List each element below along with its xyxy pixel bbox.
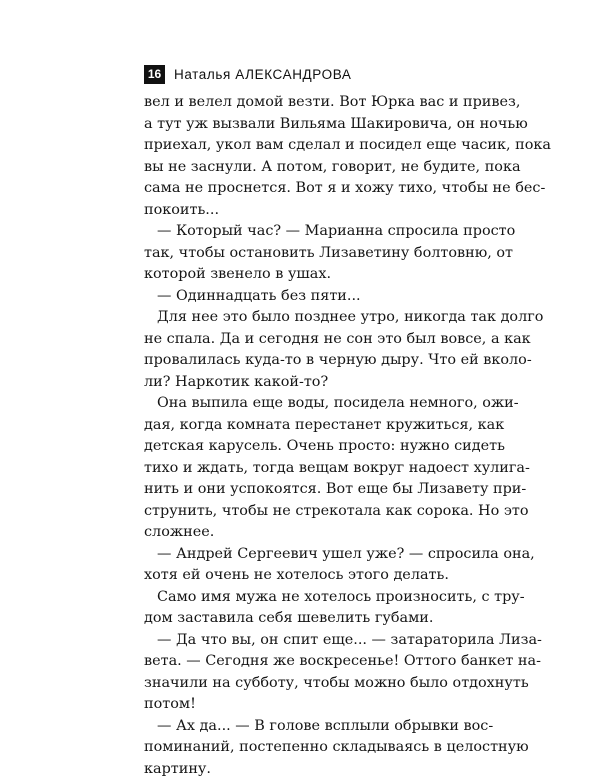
text-line: струнить, чтобы не стрекотала как сорока. Но это bbox=[144, 501, 489, 523]
text-line: нить и они успокоятся. Вот еще бы Лизавету при- bbox=[144, 479, 489, 501]
text-line: — Одиннадцать без пяти... bbox=[144, 286, 489, 308]
running-head-author: Наталья АЛЕКСАНДРОВА bbox=[174, 67, 351, 82]
text-line: значили на субботу, чтобы можно было отдохнуть bbox=[144, 673, 489, 695]
body-text bbox=[144, 92, 489, 780]
text-line: Для нее это было позднее утро, никогда так долго bbox=[144, 307, 489, 329]
text-line: приехал, укол вам сделал и посидел еще часик, пока bbox=[144, 135, 489, 157]
text-line: детская карусель. Очень просто: нужно сидеть bbox=[144, 436, 489, 458]
text-line: — Да что вы, он спит еще... — затараторила Лиза- bbox=[144, 630, 489, 652]
text-line: Само имя мужа не хотелось произносить, с тру- bbox=[144, 587, 489, 609]
text-line: дая, когда комната перестанет кружиться, как bbox=[144, 415, 489, 437]
text-line: вы не заснули. А потом, говорит, не будите, пока bbox=[144, 157, 489, 179]
text-line: Она выпила еще воды, посидела немного, ожи- bbox=[144, 393, 489, 415]
text-line: — Андрей Сергеевич ушел уже? — спросила она, bbox=[144, 544, 489, 566]
text-line: вета. — Сегодня же воскресенье! Оттого банкет на- bbox=[144, 651, 489, 673]
page-number: 16 bbox=[144, 65, 165, 84]
text-line: тихо и ждать, тогда вещам вокруг надоест хулига- bbox=[144, 458, 489, 480]
text-line: сама не проснется. Вот я и хожу тихо, чтобы не бес- bbox=[144, 178, 489, 200]
text-line: покоить... bbox=[144, 200, 489, 222]
text-line: которой звенело в ушах. bbox=[144, 264, 489, 286]
text-line: не спала. Да и сегодня не сон это был вовсе, а как bbox=[144, 329, 489, 351]
text-line: картину. bbox=[144, 759, 489, 780]
text-line: — Ах да... — В голове всплыли обрывки вос- bbox=[144, 716, 489, 738]
text-line: поминаний, постепенно складываясь в целостную bbox=[144, 737, 489, 759]
text-line: так, чтобы остановить Лизаветину болтовню, от bbox=[144, 243, 489, 265]
text-line: дом заставила себя шевелить губами. bbox=[144, 608, 489, 630]
text-line: ли? Наркотик какой-то? bbox=[144, 372, 489, 394]
text-line: потом! bbox=[144, 694, 489, 716]
text-line: сложнее. bbox=[144, 522, 489, 544]
text-line: хотя ей очень не хотелось этого делать. bbox=[144, 565, 489, 587]
text-line: — Который час? — Марианна спросила просто bbox=[144, 221, 489, 243]
text-line: провалилась куда-то в черную дыру. Что ей вколо- bbox=[144, 350, 489, 372]
page-header bbox=[144, 64, 351, 84]
text-line: вел и велел домой везти. Вот Юрка вас и привез, bbox=[144, 92, 489, 114]
text-line: а тут уж вызвали Вильяма Шакировича, он ночью bbox=[144, 114, 489, 136]
